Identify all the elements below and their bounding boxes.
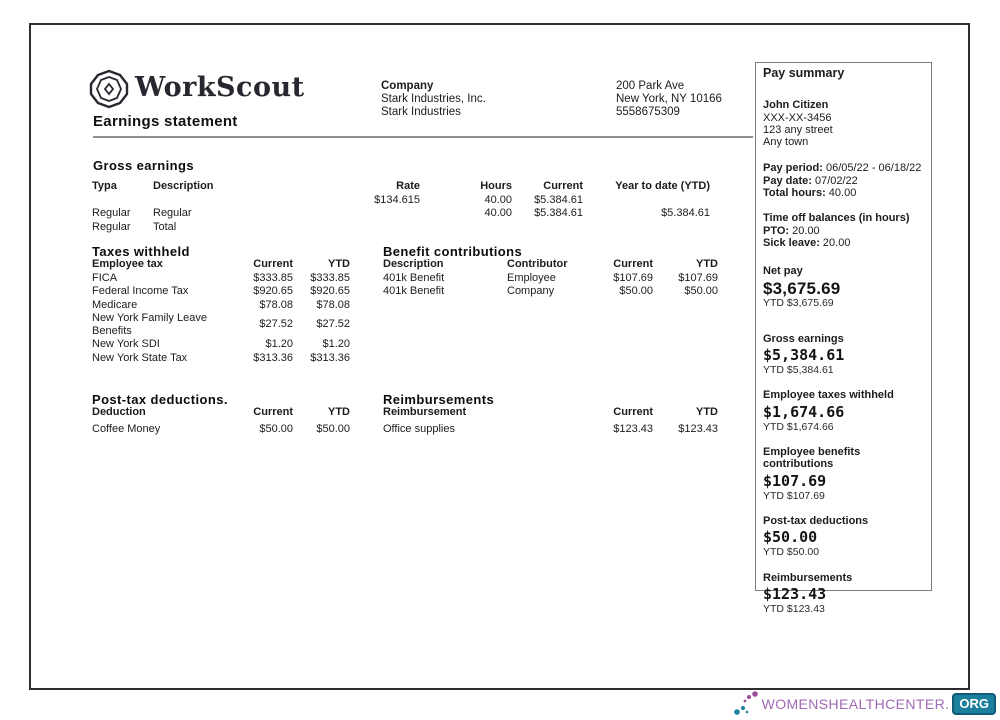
table-cell: Regular — [92, 220, 131, 233]
table-cell: $50.00 — [259, 422, 293, 435]
total-label: Employee benefits contributions — [763, 446, 861, 471]
table-cell: $27.52 — [259, 318, 293, 331]
gross-earnings-title: Gross earnings — [93, 158, 194, 173]
total-amount: $1,674.66 — [763, 402, 845, 421]
company-block — [381, 80, 486, 118]
table-cell: $5.384.61 — [661, 207, 710, 219]
column-header: Employee tax — [92, 258, 163, 270]
total-amount: $107.69 — [763, 471, 827, 490]
table-row — [383, 423, 718, 436]
employee-address-line2: Any town — [763, 136, 809, 149]
summary-line — [763, 162, 924, 174]
company-address-line1: 200 Park Ave — [616, 80, 685, 92]
table-cell: $1.20 — [265, 338, 293, 350]
table-cell: 401k Benefit — [383, 271, 445, 284]
table-row — [92, 285, 350, 298]
table-cell: Total — [153, 220, 177, 233]
table-row — [92, 194, 710, 207]
watermark-org-badge: ORG — [952, 693, 996, 715]
column-header: YTD — [696, 406, 718, 418]
table-row — [92, 299, 350, 312]
column-header: YTD — [696, 258, 718, 270]
table-cell: New York State Tax — [92, 351, 188, 364]
column-header: Contributor — [507, 258, 568, 270]
table-cell: $920.65 — [310, 285, 350, 297]
summary-value: 07/02/22 — [811, 174, 858, 187]
total-label: Post-tax deductions — [763, 514, 869, 527]
table-row — [92, 312, 350, 337]
total-amount: $3,675.69 — [763, 278, 841, 298]
total-amount: $5,384.61 — [763, 346, 845, 365]
pay-summary-total — [763, 265, 924, 309]
table-cell: Medicare — [92, 298, 138, 311]
table-cell: $50.00 — [684, 285, 718, 297]
pay-summary-totals — [763, 265, 924, 615]
summary-label: Pay date: — [763, 174, 812, 187]
employee-ssn: XXX-XX-3456 — [763, 111, 832, 124]
table-cell: $313.36 — [253, 351, 293, 364]
table-cell: Office supplies — [383, 422, 455, 435]
dots-logo-icon — [733, 691, 759, 717]
time-off-title: Time off balances (in hours) — [763, 212, 910, 225]
table-cell: 40.00 — [484, 207, 512, 219]
table-row — [92, 207, 710, 220]
reimbursements-header-row — [383, 406, 718, 419]
reimbursements-title: Reimbursements — [383, 392, 495, 407]
summary-label: Sick leave: — [763, 236, 820, 249]
total-ytd: YTD $50.00 — [763, 546, 820, 559]
post-tax-deductions-title: Post-tax deductions. — [92, 392, 228, 407]
column-header: Rate — [396, 180, 420, 192]
column-header: Year to date (YTD) — [615, 180, 710, 192]
company-label: Company — [381, 80, 434, 92]
employee-address-line1: 123 any street — [763, 123, 833, 136]
table-cell: 40.00 — [484, 193, 512, 206]
benefit-contributions-title: Benefit contributions — [383, 244, 523, 259]
company-phone: 5558675309 — [616, 105, 680, 118]
table-cell: $50.00 — [619, 285, 653, 297]
total-label: Reimbursements — [763, 571, 853, 584]
watermark-text: WOMENSHEALTHCENTER. — [761, 696, 950, 712]
gross-earnings-rows — [92, 194, 710, 234]
table-row — [383, 285, 718, 298]
table-cell: $27.52 — [316, 318, 350, 331]
pay-summary-title: Pay summary — [763, 66, 845, 80]
company-alt-name: Stark Industries — [381, 105, 461, 118]
table-cell: Regular — [92, 207, 131, 219]
column-header: Description — [383, 258, 444, 270]
total-label: Gross earnings — [763, 332, 844, 345]
table-cell: $123.43 — [613, 422, 653, 435]
time-off-block — [763, 212, 924, 249]
summary-value: 06/05/22 - 06/18/22 — [822, 162, 922, 175]
taxes-withheld-title: Taxes withheld — [92, 244, 190, 259]
summary-line — [763, 225, 924, 237]
gross-earnings-header-row — [92, 180, 710, 193]
table-cell: Company — [507, 285, 555, 297]
pay-period-block — [763, 162, 924, 199]
post-tax-deductions-header-row — [92, 406, 350, 419]
gross-earnings-table — [92, 180, 710, 234]
table-cell: Coffee Money — [92, 422, 161, 435]
column-header: Current — [543, 180, 583, 192]
table-cell: New York Family Leave Benefits — [92, 312, 207, 337]
column-header: Hours — [480, 180, 512, 192]
summary-line — [763, 237, 924, 249]
total-ytd: YTD $3,675.69 — [763, 296, 834, 309]
table-cell: New York SDI — [92, 338, 160, 350]
table-cell: Employee — [507, 271, 556, 284]
employee-block — [763, 99, 924, 148]
table-cell: $78.08 — [316, 298, 350, 311]
column-header: Current — [613, 406, 653, 418]
post-tax-deductions-rows — [92, 423, 350, 436]
table-cell: $333.85 — [310, 271, 350, 284]
total-ytd: YTD $5,384.61 — [763, 364, 834, 377]
table-cell: $333.85 — [253, 271, 293, 284]
summary-label: PTO: — [763, 224, 790, 237]
table-cell: $134.615 — [374, 193, 420, 206]
table-cell: $920.65 — [253, 285, 293, 297]
company-address-block — [616, 80, 722, 118]
time-off-lines — [763, 225, 924, 250]
company-address-line2: New York, NY 10166 — [616, 92, 722, 105]
total-ytd: YTD $107.69 — [763, 489, 825, 502]
summary-line — [763, 187, 924, 199]
table-row — [92, 338, 350, 351]
total-ytd: YTD $123.43 — [763, 602, 825, 615]
table-row — [92, 352, 350, 365]
pay-summary-total — [763, 333, 924, 377]
table-row — [92, 423, 350, 436]
watermark — [733, 691, 996, 717]
table-row — [92, 272, 350, 285]
total-label: Net pay — [763, 265, 803, 278]
column-header: Description — [153, 180, 214, 192]
reimbursements-table — [383, 406, 718, 436]
table-cell: $50.00 — [316, 422, 350, 435]
document-title: Earnings statement — [93, 113, 238, 130]
summary-label: Total hours: — [763, 187, 826, 200]
total-amount: $50.00 — [763, 528, 818, 547]
summary-label: Pay period: — [763, 162, 823, 175]
total-label: Employee taxes withheld — [763, 389, 894, 402]
benefit-contributions-table — [383, 258, 718, 299]
table-cell: 401k Benefit — [383, 285, 445, 297]
table-cell: Regular — [153, 207, 192, 219]
benefit-contributions-header-row — [383, 258, 718, 271]
table-cell: $123.43 — [678, 422, 718, 435]
summary-value: 20.00 — [819, 236, 851, 249]
table-cell: Federal Income Tax — [92, 285, 189, 297]
pay-summary-total — [763, 389, 924, 433]
earnings-statement-page — [29, 23, 970, 690]
pay-summary-total — [763, 446, 924, 502]
column-header: YTD — [328, 406, 350, 418]
header-divider — [93, 136, 753, 138]
workscout-logo-icon — [89, 69, 129, 109]
table-cell: $313.36 — [310, 351, 350, 364]
column-header: Current — [613, 258, 653, 270]
employee-name: John Citizen — [763, 99, 829, 112]
company-name: Stark Industries, Inc. — [381, 92, 486, 105]
table-cell: $107.69 — [678, 271, 718, 284]
table-cell: $107.69 — [613, 271, 653, 284]
column-header: Deduction — [92, 406, 146, 418]
table-row — [383, 272, 718, 285]
summary-line — [763, 175, 924, 187]
taxes-withheld-table — [92, 258, 350, 365]
reimbursements-rows — [383, 423, 718, 436]
table-cell: FICA — [92, 271, 118, 284]
taxes-withheld-header-row — [92, 258, 350, 271]
column-header: Current — [253, 258, 293, 270]
table-cell: $5.384.61 — [534, 193, 583, 206]
benefit-contributions-rows — [383, 272, 718, 298]
column-header: Reimbursement — [383, 406, 467, 418]
column-header: Current — [253, 406, 293, 418]
summary-value: 20.00 — [789, 224, 820, 237]
summary-value: 40.00 — [825, 187, 857, 200]
brand-name: WorkScout — [135, 72, 305, 103]
table-cell: $5.384.61 — [534, 207, 583, 219]
total-amount: $123.43 — [763, 584, 827, 603]
pay-summary-total — [763, 572, 924, 616]
table-row — [92, 221, 710, 234]
table-cell: $78.08 — [259, 298, 293, 311]
total-ytd: YTD $1,674.66 — [763, 420, 834, 433]
column-header: YTD — [328, 258, 350, 270]
table-cell: $1.20 — [322, 338, 350, 350]
pay-summary-panel — [755, 62, 932, 615]
pay-summary-total — [763, 515, 924, 559]
post-tax-deductions-table — [92, 406, 350, 436]
column-header: Typa — [92, 180, 117, 192]
taxes-withheld-rows — [92, 272, 350, 365]
